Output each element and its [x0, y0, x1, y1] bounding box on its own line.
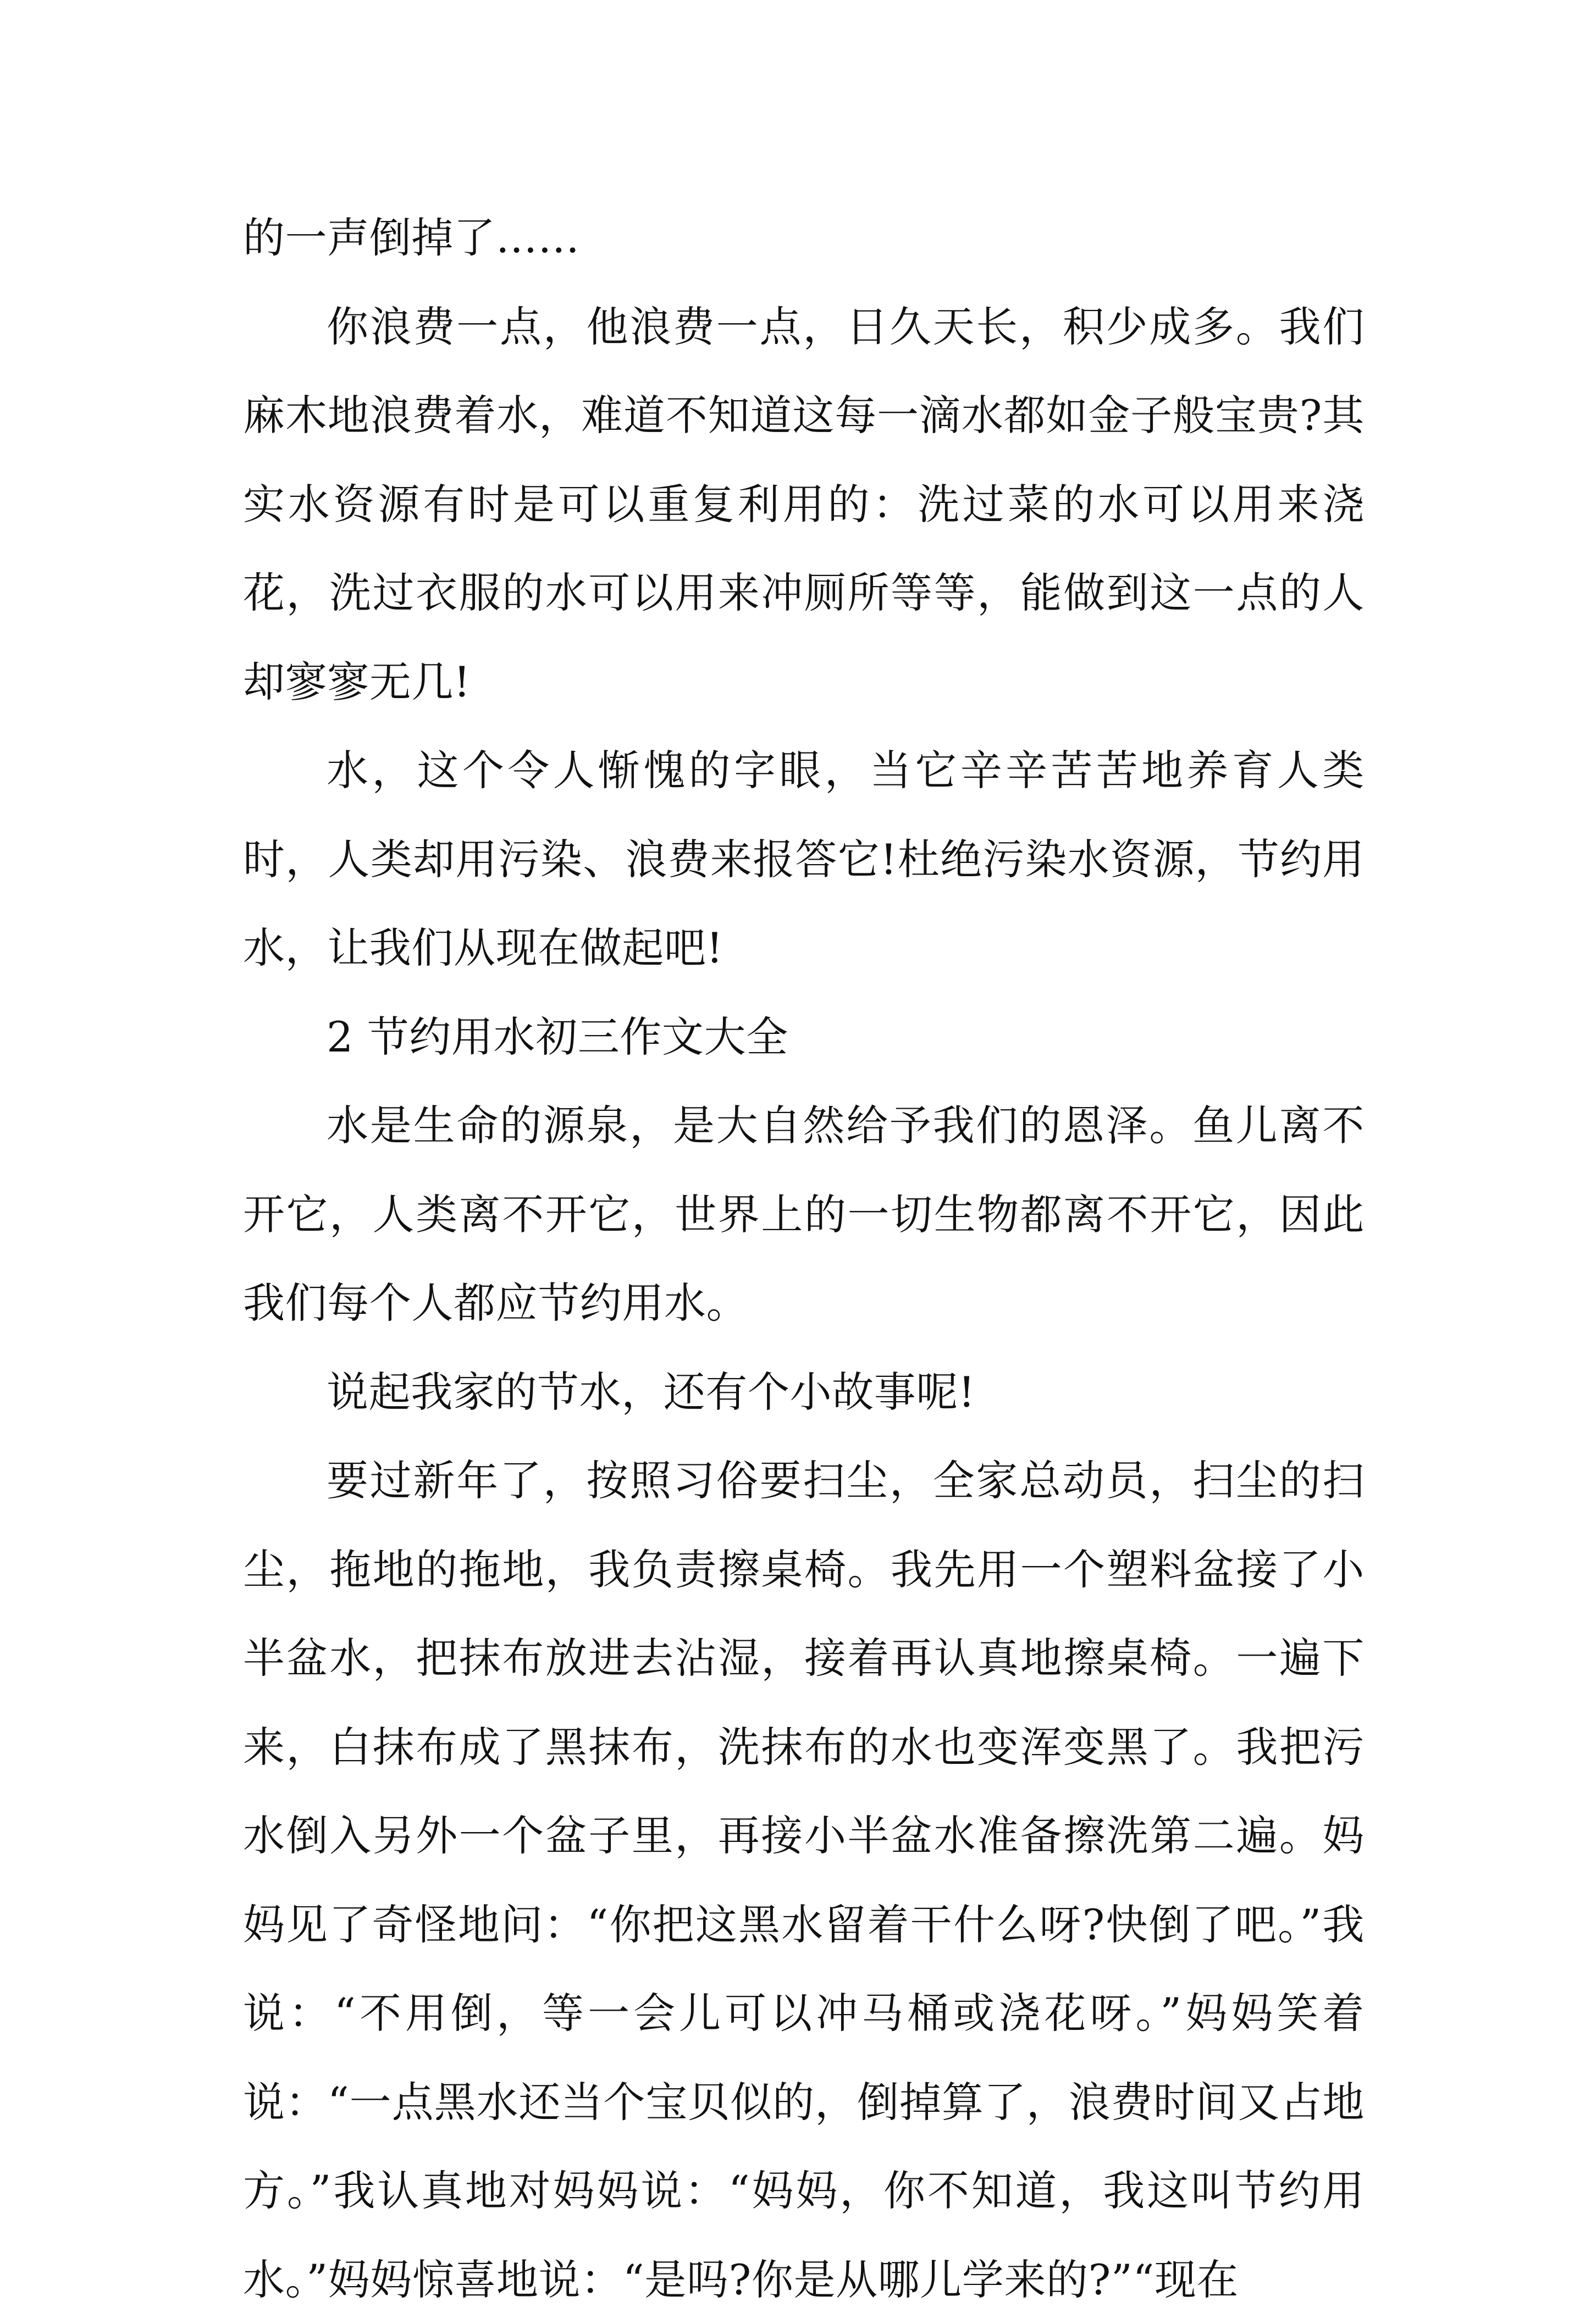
article-body	[243, 193, 1364, 2324]
paragraph-story: 要过新年了，按照习俗要扫尘，全家总动员，扫尘的扫尘，拖地的拖地，我负责擦桌椅。我先用一个塑料盆接了小半盆水，把抹布放进去沾湿，接着再认真地擦桌椅。一遍下来，白抹布成了黑抹布，洗抹布的水也变浑变黑了。我把污水倒入另外一个盆子里，再接小半盆水准备擦洗第二遍。妈妈见了奇怪地问：“你把这黑水留着干什么呀?快倒了吧。”我说：“不用倒，等一会儿可以冲马桶或浇花呀。”妈妈笑着说：“一点黑水还当个宝贝似的，倒掉算了，浪费时间又占地方。”我认真地对妈妈说：“妈妈，你不知道，我这叫节约用水。”妈妈惊喜地说：“是吗?你是从哪儿学来的?”“现在	[243, 1456, 1364, 2304]
paragraph-story-intro: 说起我家的节水，还有个小故事呢!	[327, 1367, 976, 1416]
paragraph-water-waste: 你浪费一点，他浪费一点，日久天长，积少成多。我们麻木地浪费着水，难道不知道这每一滴水都如金子般宝贵?其实水资源有时是可以重复利用的：洗过菜的水可以用来浇花，洗过衣服的水可以用来冲厕所等等，能做到这一点的人却寥寥无几!	[243, 302, 1364, 706]
section-heading: 2 节约用水初三作文大全	[327, 1012, 788, 1061]
paragraph-water-source: 水是生命的源泉，是大自然给予我们的恩泽。鱼儿离不开它，人类离不开它，世界上的一切生物都离不开它，因此我们每个人都应节约用水。	[243, 1101, 1364, 1327]
paragraph-water-shame: 水，这个令人惭愧的字眼，当它辛辛苦苦地养育人类时，人类却用污染、浪费来报答它!杜绝污染水资源，节约用水，让我们从现在做起吧!	[243, 746, 1364, 972]
paragraph-continuation: 的一声倒掉了……	[243, 213, 580, 262]
